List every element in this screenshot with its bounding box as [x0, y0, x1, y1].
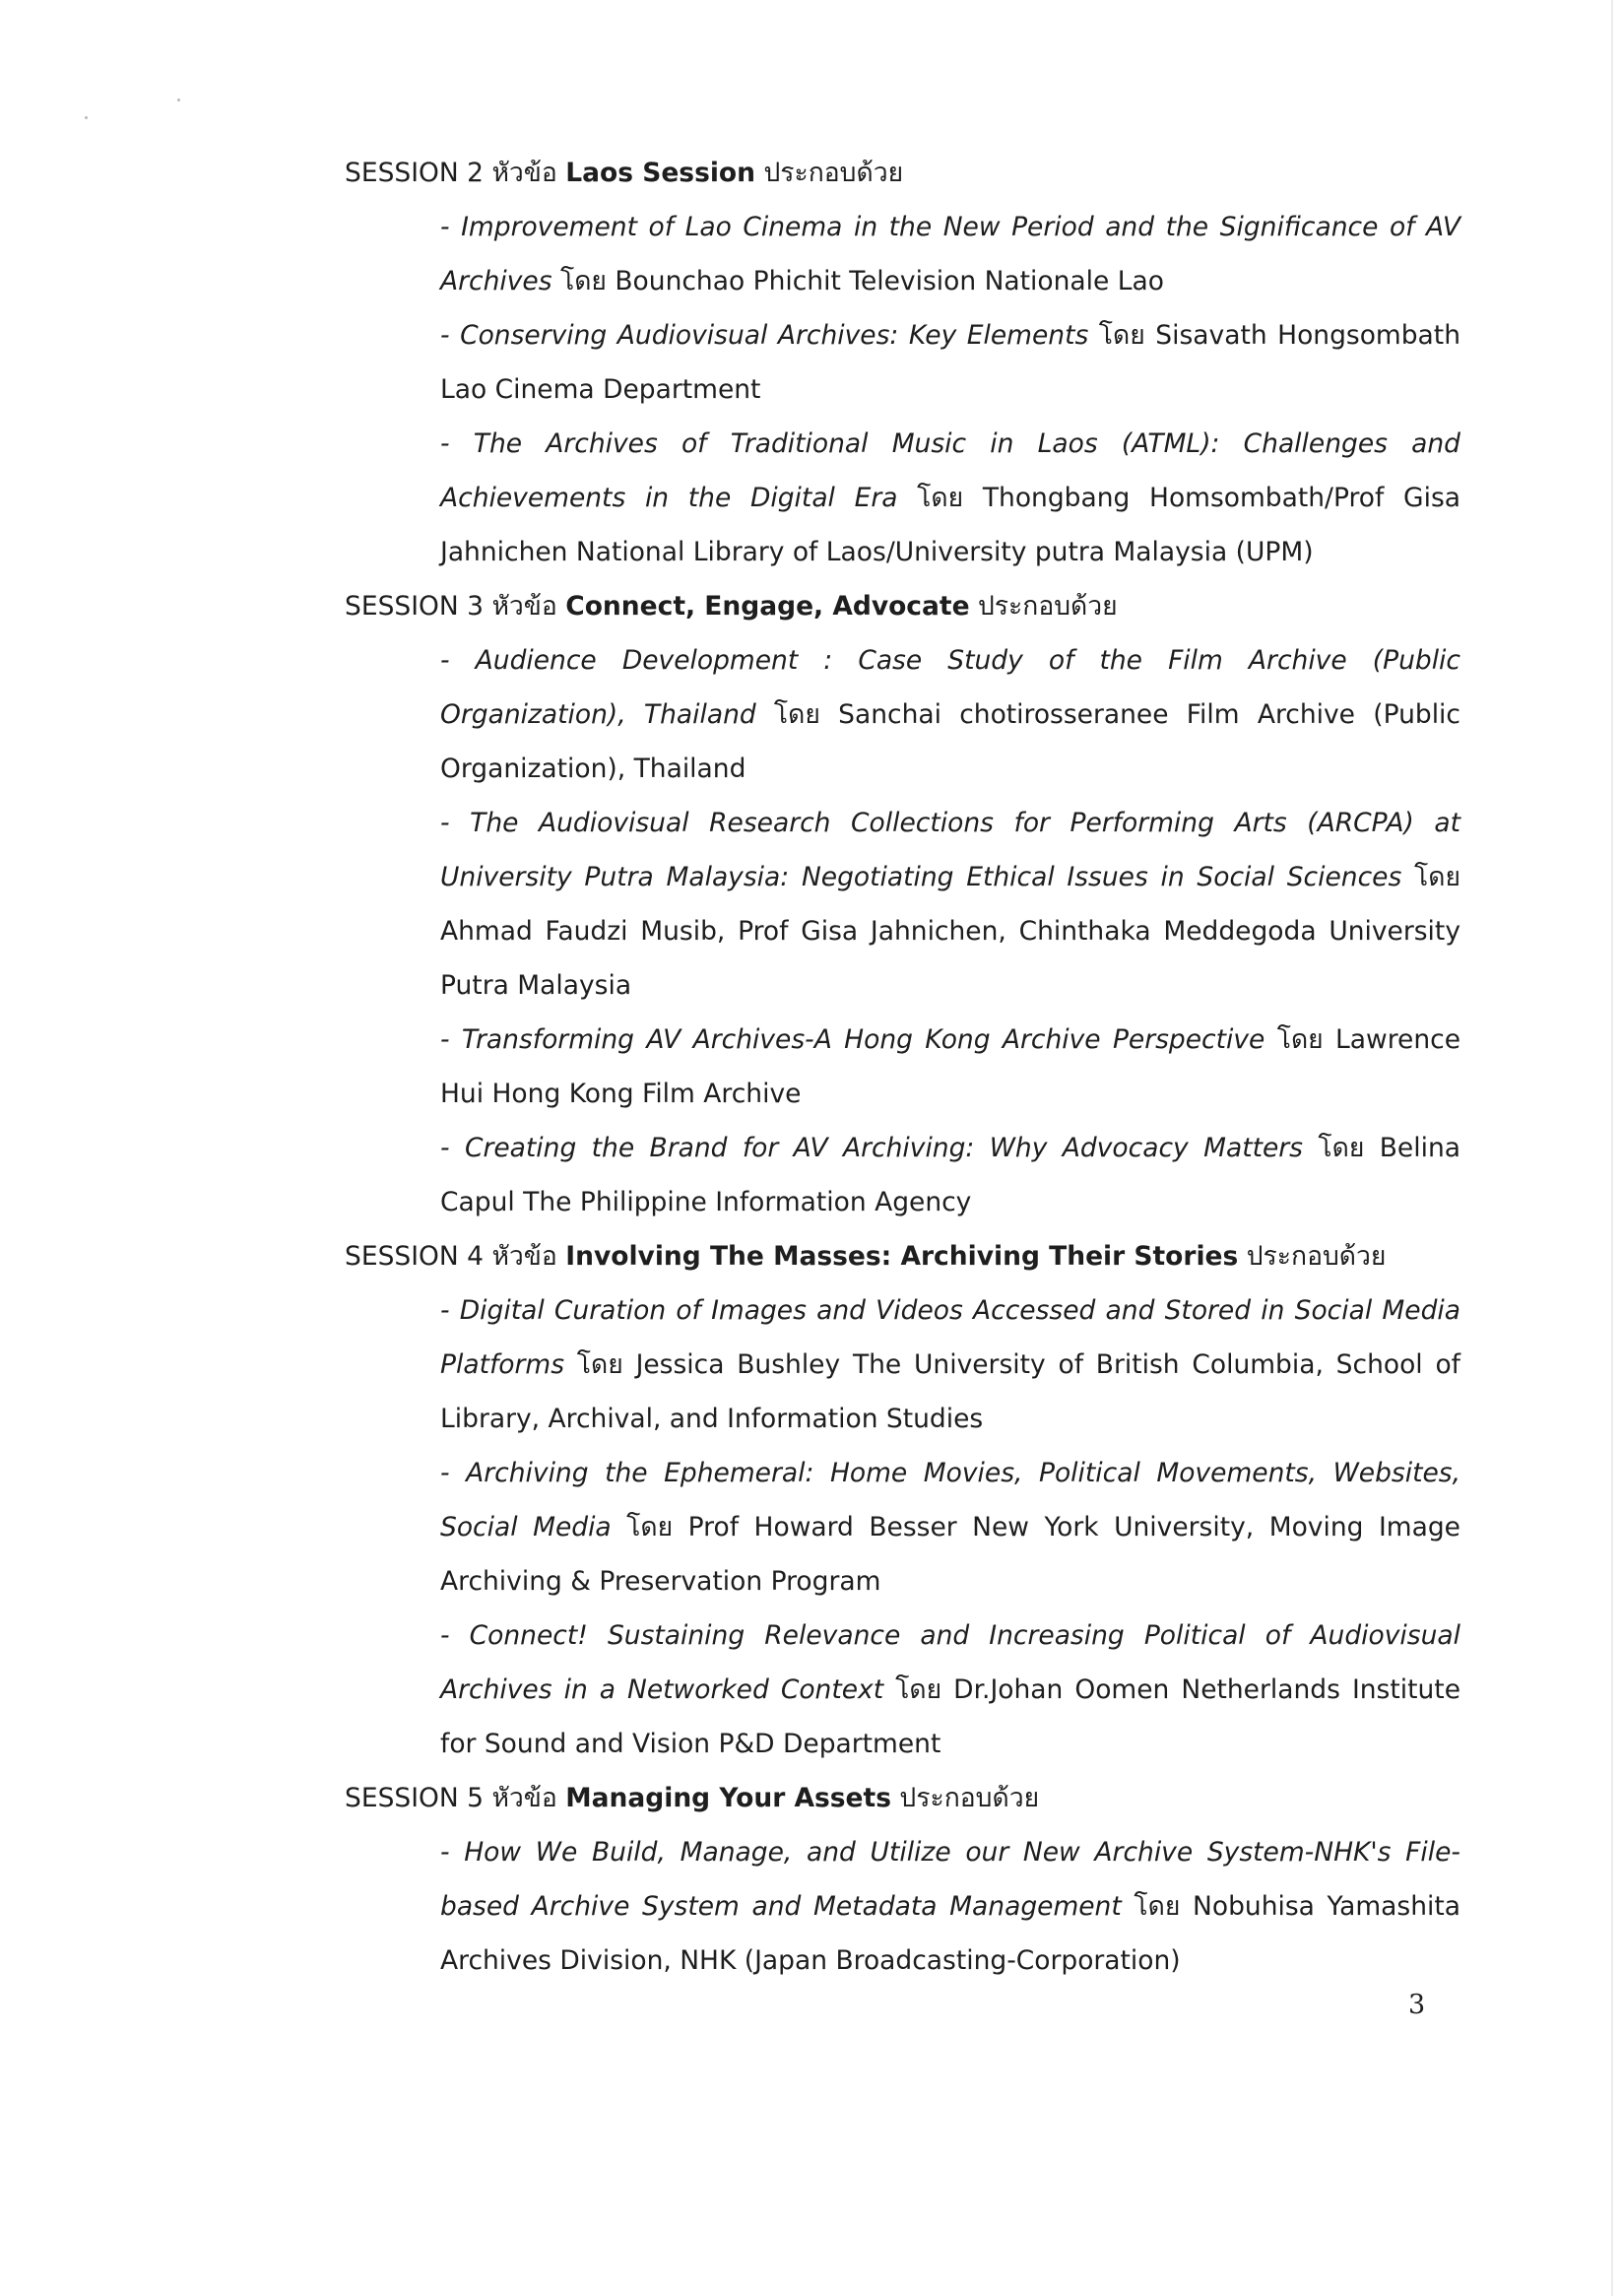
- session-topic: Connect, Engage, Advocate: [565, 591, 970, 622]
- session-suffix: ประกอบด้วย: [763, 158, 904, 188]
- by-word: โดย: [755, 699, 839, 730]
- presentation-title: - Creating the Brand for AV Archiving: Why Advocacy Matters: [440, 1133, 1303, 1163]
- session-heading: [345, 1229, 1477, 1283]
- scan-edge: [1611, 0, 1613, 2296]
- session-topic: Managing Your Assets: [565, 1783, 891, 1813]
- presentation-title: - Transforming AV Archives-A Hong Kong Archive Perspective: [440, 1024, 1265, 1055]
- by-word: โดย: [564, 1349, 636, 1380]
- topic-word: หัวข้อ: [491, 591, 557, 622]
- presentation-title: - Audience Development : Case Study of the Film Archive (Public Organization), Thailand: [440, 645, 1460, 730]
- presentation-item: [440, 796, 1460, 1013]
- session-topic: Involving The Masses: Archiving Their Stories: [565, 1241, 1239, 1272]
- session-2: [345, 146, 1477, 579]
- session-3: [345, 579, 1477, 1229]
- session-items: [440, 1825, 1460, 1988]
- session-label: SESSION 5: [345, 1783, 484, 1813]
- scan-speck: [177, 98, 180, 101]
- by-word: โดย: [1088, 320, 1156, 351]
- presentation-speaker: Jessica Bushley The University of British Columbia, School of Library, Archival, and Information Studies: [440, 1349, 1460, 1434]
- by-word: โดย: [1121, 1891, 1194, 1922]
- by-word: โดย: [1303, 1133, 1380, 1163]
- presentation-speaker: Bounchao Phichit Television Nationale Lao: [615, 266, 1164, 296]
- presentation-title: - Digital Curation of Images and Videos Accessed and Stored in Social Media Platforms: [440, 1295, 1460, 1380]
- session-suffix: ประกอบด้วย: [1246, 1241, 1387, 1272]
- by-word: โดย: [611, 1512, 688, 1542]
- session-suffix: ประกอบด้วย: [977, 591, 1118, 622]
- presentation-item: [440, 308, 1460, 417]
- by-word: โดย: [1401, 862, 1460, 892]
- presentation-title: - The Audiovisual Research Collections for Performing Arts (ARCPA) at University Putra Malaysia: Negotiating Ethical Issues in Social Sciences: [440, 808, 1460, 892]
- session-label: SESSION 3: [345, 591, 484, 622]
- session-5: [345, 1771, 1477, 1988]
- presentation-speaker: Ahmad Faudzi Musib, Prof Gisa Jahnichen, Chinthaka Meddegoda University Putra Malaysia: [440, 916, 1460, 1001]
- presentation-title: - Connect! Sustaining Relevance and Increasing Political of Audiovisual Archives in a Networked Context: [440, 1620, 1460, 1705]
- presentation-title: - How We Build, Manage, and Utilize our New Archive System-NHK's File-based Archive System and Metadata Management: [440, 1837, 1460, 1922]
- presentation-title: - The Archives of Traditional Music in Laos (ATML): Challenges and Achievements in the Digital Era: [440, 428, 1460, 513]
- page-number: 3: [1408, 1990, 1426, 2020]
- by-word: โดย: [897, 483, 983, 513]
- presentation-speaker: Sisavath Hongsombath Lao Cinema Department: [440, 320, 1460, 405]
- by-word: โดย: [883, 1674, 954, 1705]
- presentation-item: [440, 417, 1460, 579]
- presentation-title: - Archiving the Ephemeral: Home Movies, Political Movements, Websites, Social Media: [440, 1458, 1460, 1542]
- session-items: [440, 200, 1460, 579]
- session-4: [345, 1229, 1477, 1771]
- topic-word: หัวข้อ: [491, 158, 557, 188]
- presentation-speaker: Thongbang Homsombath/Prof Gisa Jahnichen National Library of Laos/University putra Malaysia (UPM): [440, 483, 1460, 567]
- document-body: [345, 146, 1477, 1988]
- presentation-item: [440, 1283, 1460, 1446]
- presentation-item: [440, 1121, 1460, 1229]
- by-word: โดย: [1264, 1024, 1336, 1055]
- session-heading: [345, 579, 1477, 633]
- session-topic: Laos Session: [565, 158, 755, 188]
- presentation-item: [440, 1446, 1460, 1608]
- presentation-speaker: Sanchai chotirosseranee Film Archive (Public Organization), Thailand: [440, 699, 1460, 784]
- presentation-item: [440, 200, 1460, 308]
- presentation-title: - Conserving Audiovisual Archives: Key Elements: [440, 320, 1089, 351]
- presentation-item: [440, 1608, 1460, 1771]
- session-label: SESSION 4: [345, 1241, 484, 1272]
- presentation-speaker: Belina Capul The Philippine Information Agency: [440, 1133, 1460, 1217]
- by-word: โดย: [551, 266, 616, 296]
- presentation-title: - Improvement of Lao Cinema in the New Period and the Significance of AV Archives: [440, 212, 1460, 296]
- session-suffix: ประกอบด้วย: [899, 1783, 1040, 1813]
- presentation-speaker: Nobuhisa Yamashita Archives Division, NHK (Japan Broadcasting-Corporation): [440, 1891, 1460, 1976]
- session-heading: [345, 1771, 1477, 1825]
- presentation-item: [440, 1825, 1460, 1988]
- topic-word: หัวข้อ: [491, 1783, 557, 1813]
- session-items: [440, 633, 1460, 1229]
- session-heading: [345, 146, 1477, 200]
- presentation-speaker: Prof Howard Besser New York University, Moving Image Archiving & Preservation Program: [440, 1512, 1460, 1597]
- session-items: [440, 1283, 1460, 1771]
- session-label: SESSION 2: [345, 158, 484, 188]
- presentation-item: [440, 633, 1460, 796]
- presentation-item: [440, 1013, 1460, 1121]
- presentation-speaker: Dr.Johan Oomen Netherlands Institute for Sound and Vision P&D Department: [440, 1674, 1460, 1759]
- scan-speck: [85, 116, 88, 119]
- presentation-speaker: Lawrence Hui Hong Kong Film Archive: [440, 1024, 1460, 1109]
- topic-word: หัวข้อ: [491, 1241, 557, 1272]
